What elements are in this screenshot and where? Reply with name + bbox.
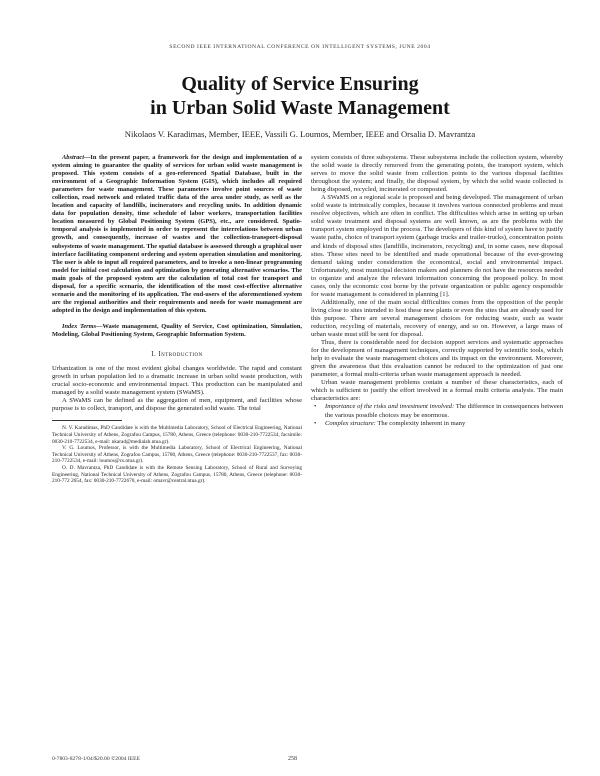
- body-paragraph-1: system consists of three subsystems. These subsystems include the collection system, whereby the solid waste is directly removed from the generating points, the transport system, which serves to move the solid waste from collection points to the various disposal facilities throughout the system; and finally, the disposal system, by which the solid waste collected is being disposed, recycled, incinerated or composted.: [311, 154, 563, 194]
- bullet-text: The complexity inherent in many: [375, 419, 466, 427]
- bullet-lead: Complex structure:: [325, 419, 376, 427]
- intro-paragraph-2: A SWaMS can be defined as the aggregation of men, equipment, and facilities whose purpose is to collect, transport, and dispose the generated solid waste. The total: [52, 397, 302, 413]
- title-line-2: in Urban Solid Waste Management: [150, 97, 450, 119]
- left-column: [52, 154, 302, 485]
- section-heading-introduction: I. Introduction: [151, 351, 203, 359]
- footnote-author-1: N. V. Karadimas, PhD Candidate is with the Multimedia Laboratory, School of Electrical Engineering, National Technical University of Athens, Zografou Campus, 15780, Athens, Greece (telephone: 0030-210-7722534, facsimile: 0030-210-7722534, e-mail: nkarad@medialab.ntua.gr).: [52, 425, 302, 445]
- bullet-text: The difference in consequences between the various possible choices may be enormous.: [325, 403, 564, 419]
- bullet-item: [311, 420, 563, 428]
- paper-title: [0, 72, 600, 120]
- right-column: [311, 154, 563, 428]
- footnote-author-2: V. G. Loumos, Professor, is with the Multimedia Laboratory, School of Electrical Engineering, National Technical University of Athens, Zografou Campus, 15780, Athens, Greece (telephone: 0030-210-7722537, fax: 0030-210-7722534, e-mail: loumos@cs.ntua.gr).: [52, 445, 302, 465]
- footnote-divider: [52, 420, 122, 421]
- isbn-copyright: 0-7803-8278-1/04/$20.00 ©2004 IEEE: [52, 756, 140, 762]
- body-paragraph-3: Additionally, one of the main social difficulties comes from the opposition of the people living close to sites intended to host these new plants or even the sites that are already used for this purpose. There are several management choices for reducing waste, such as waste reduction, recycling of materials, recovery of energy, and so on. However, a large mass of urban waste must still be sent for disposal.: [311, 298, 563, 339]
- page-number: 258: [288, 756, 297, 762]
- intro-paragraph-1: Urbanization is one of the most evident global changes worldwide. The rapid and constant growth in urban population led to a dramatic increase in urban solid waste production, with crucial socio-economic and environmental impact. This production can be manipulated and managed by a solid waste management system (SWaMS).: [52, 365, 302, 397]
- author-list: Nikolaos V. Karadimas, Member, IEEE, Vassili G. Loumos, Member, IEEE and Orsalia D. Mavrantza: [124, 129, 476, 139]
- abstract: [52, 154, 302, 315]
- abstract-text: —In the present paper, a framework for the design and implementation of a system aiming to guarantee the quality of services for urban solid waste management is proposed. This system consists of a geo-referenced Spatial Database, built in the environment of a Geographic Information System (GIS), which includes all required parameters for waste management. These parameters involve point sources of waste collection, road network and related traffic data of the area under study, as well as the location and capacity of landfills, incinerators and recycling units. In addition dynamic data for population density, time schedule of labor workers, transportation facilities location measured by Global Positioning System (GPS), etc., are considered. Spatio-temporal analysis is implemented in order to represent the interrelations between urban growth, and consequently, increase of wastes and the collection-transport-disposal subsystems of waste management. The spatial database is assessed through a graphical user interface facilitating component ordering and system operation simulation and monitoring. The user is able to input all required parameters, and to invoke a non-linear programming model for initial cost calculation and optimization by generating alternative scenarios. The main goals of the proposed system are the calculation of total cost for transport and disposal, for a specific scenario, the identification of the most cost-effective alternative scenario and the monitoring of its application. The end-users of the aforementioned system are the regional authorities and their requirements and needs for waste management are adopted in the design and implementation of this system.: [52, 154, 302, 314]
- abstract-lead: Abstract: [62, 154, 85, 161]
- bullet-item: [311, 403, 563, 419]
- footnote-author-3: O. D. Mavrantza, PhD Candidate is with the Remote Sensing Laboratory, School of Rural and Surveying Engineering, National Technical University of Athens, Zografou Campus, 15780, Athens, Greece (telephone: 0030-210-772 2654, fax: 0030-210-7722670, e-mail: omavr@central.ntua.gr).: [52, 464, 302, 485]
- index-terms-text: —Waste management, Quality of Service, Cost optimization, Simulation, Modeling, Global Positioning System, Geographic Information System.: [52, 322, 302, 338]
- title-line-1: Quality of Service Ensuring: [181, 73, 419, 95]
- running-head: SECOND IEEE INTERNATIONAL CONFERENCE ON INTELLIGENT SYSTEMS, JUNE 2004: [169, 44, 431, 50]
- body-paragraph-4: Thus, there is considerable need for decision support services and systematic approaches for the development of management techniques, correctly supported by scientific tools, which help to evaluate the waste management choices and its impact on the environment. Moreover, given the awareness that this evaluation cannot be reduced to the optimization of just one parameter, a formal multi-criteria urban waste management approach is needed.: [311, 339, 563, 379]
- index-terms-lead: Index Terms: [62, 322, 97, 330]
- body-paragraph-2: A SWaMS on a regional scale is proposed and being developed. The management of urban solid waste is intrinsically complex, because it involves various connected problems and must resolve objectives, which are often in conflict. The difficulties which arise in setting up urban solid waste treatment and disposal systems are well known, as are the problems with the transport system employed in the process. The developers of this kind of system have to justify waste paths, choice of transport system (garbage trucks and trailer-trucks), concentration points and kinds of disposal sites (landfills, incinerators, recycling) and, in some cases, new disposal sites. These sites need to be identified and made operational because of the ever-growing demand taking under consideration the economical, social and environmental impact. Unfortunately, most municipal decision makers and planners do not have the resources needed to organize and analyze the relevant information concerning the proposed policy. In most cases, only the economic cost borne by the private organization or public agency responsible for waste management is considered in planning [1].: [311, 194, 563, 298]
- bullet-lead: Importance of the risks and investment involved:: [325, 403, 455, 411]
- body-paragraph-5: Urban waste management problems contain a number of these characteristics, each of which is sufficient to justify the effort involved in a formal multi criteria analysis. The main characteristics are:: [311, 379, 563, 403]
- index-terms: [52, 323, 302, 339]
